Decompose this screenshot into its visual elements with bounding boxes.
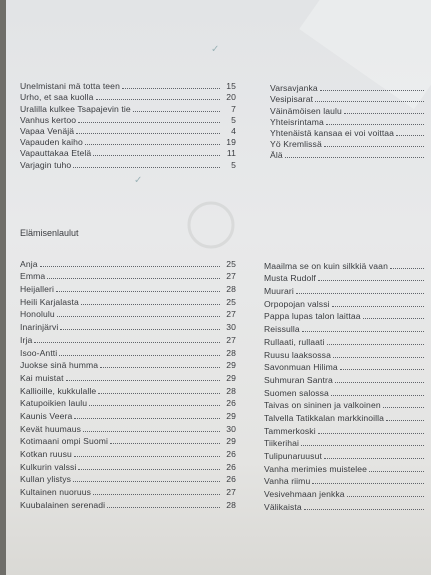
toc-entry-title: Yö Kremlissä <box>270 139 322 150</box>
dot-leader <box>304 508 424 510</box>
toc-entry-page: 27 <box>226 309 236 320</box>
toc-entry-title: Tulipunaruusut <box>264 451 322 461</box>
toc-entry-page: 29 <box>226 410 236 421</box>
toc-entry <box>20 383 236 396</box>
dot-leader <box>296 292 424 294</box>
dot-leader <box>369 470 424 472</box>
toc-entry <box>20 91 236 102</box>
dot-leader <box>318 279 424 281</box>
toc-entry-title: Savonmuan Hilima <box>264 362 338 373</box>
toc-entry-page: 30 <box>226 322 236 333</box>
dot-leader <box>57 315 220 317</box>
toc-entry <box>20 421 236 434</box>
toc-bottom-right <box>264 258 431 512</box>
dot-leader <box>78 468 220 470</box>
toc-entry <box>20 358 236 371</box>
toc-entry-title: Isoo-Antti <box>20 347 58 358</box>
toc-entry <box>264 410 431 423</box>
dot-leader <box>347 495 424 497</box>
toc-entry-title: Ruusu laaksossa <box>264 349 331 360</box>
toc-entry-title: Tammerkoski <box>264 425 316 436</box>
toc-entry <box>264 309 431 322</box>
toc-entry-page: 25 <box>226 296 236 307</box>
toc-entry-title: Vapaa Venäjä <box>20 125 75 136</box>
toc-entry <box>270 138 431 149</box>
dot-leader <box>56 290 220 292</box>
toc-entry <box>264 321 431 334</box>
toc-entry-page: 30 <box>226 423 236 434</box>
dot-leader <box>324 145 424 147</box>
toc-entry <box>20 370 236 383</box>
dot-leader <box>73 480 220 482</box>
dot-leader <box>331 394 424 396</box>
toc-entry-title: Reissulla <box>264 324 300 335</box>
dot-leader <box>47 277 220 279</box>
toc-entry-title: Talvella Tatikkalan markkinoilla <box>264 412 385 423</box>
toc-entry <box>20 459 236 472</box>
toc-entry-title: Honolulu <box>20 309 55 320</box>
dot-leader <box>78 121 220 123</box>
toc-entry <box>20 147 236 158</box>
toc-entry <box>20 136 236 147</box>
toc-entry-title: Muurari <box>264 286 294 297</box>
toc-entry-title: Anja <box>20 258 38 269</box>
toc-entry <box>20 396 236 409</box>
toc-entry <box>20 472 236 485</box>
toc-entry-title: Kai muistat <box>20 372 64 383</box>
dot-leader <box>327 343 424 345</box>
toc-entry-page: 28 <box>226 347 236 358</box>
toc-entry-page: 15 <box>226 81 236 92</box>
toc-entry-title: Inarinjärvi <box>20 322 59 333</box>
toc-entry-page: 4 <box>231 125 236 136</box>
dot-leader <box>324 457 424 459</box>
toc-entry <box>270 93 431 104</box>
dot-leader <box>83 430 220 432</box>
toc-entry-page: 11 <box>226 148 236 159</box>
toc-entry <box>20 256 236 269</box>
toc-entry <box>20 319 236 332</box>
toc-top-left <box>20 80 236 170</box>
toc-entry <box>20 294 236 307</box>
toc-entry-title: Vanha merimies muistelee <box>264 463 368 474</box>
toc-entry-title: Kotkan ruusu <box>20 449 72 459</box>
toc-entry <box>264 398 431 411</box>
toc-entry <box>264 461 431 474</box>
toc-entry-title: Unelmistani mä totta teen <box>20 81 120 92</box>
toc-entry <box>20 497 236 510</box>
toc-entry-title: Yhteisrintama <box>270 116 324 127</box>
toc-entry <box>20 80 236 91</box>
dot-leader <box>332 305 424 307</box>
dot-leader <box>74 455 220 457</box>
toc-entry-page: 20 <box>226 92 236 103</box>
toc-entry <box>264 436 431 449</box>
dot-leader <box>312 482 424 484</box>
dot-leader <box>96 98 220 100</box>
dot-leader <box>390 267 424 269</box>
toc-entry-title: Suomen salossa <box>264 387 329 398</box>
toc-entry <box>20 102 236 113</box>
dot-leader <box>40 265 220 267</box>
toc-entry-title: Vanhus kertoo <box>20 114 77 125</box>
dot-leader <box>66 379 220 381</box>
toc-entry-title: Uralilla kulkee Tsapajevin tie <box>20 103 131 114</box>
toc-entry-title: Kevät huumaus <box>20 423 82 434</box>
toc-entry <box>264 486 431 499</box>
dot-leader <box>302 330 424 332</box>
toc-entry-title: Orpopojan valssi <box>264 298 330 309</box>
dot-leader <box>93 493 220 495</box>
toc-entry <box>20 125 236 136</box>
toc-entry <box>270 127 431 138</box>
toc-entry-title: Pappa lupas talon laittaa <box>264 311 361 322</box>
dot-leader <box>76 132 220 134</box>
toc-entry-title: Taivas on sininen ja valkoinen <box>264 400 381 411</box>
toc-entry-page: 28 <box>226 284 236 295</box>
toc-entry <box>20 332 236 345</box>
dot-leader <box>326 123 424 125</box>
toc-entry-title: Katupoikien laulu <box>20 398 88 409</box>
toc-entry <box>264 271 431 284</box>
toc-entry-title: Emma <box>20 271 46 282</box>
stray-pen-mark: ✓ <box>134 175 143 186</box>
toc-top-right <box>270 82 431 160</box>
toc-entry-title: Älä <box>270 150 283 161</box>
toc-entry-page: 26 <box>226 398 236 409</box>
toc-entry-title: Kuubalainen serenadi <box>20 499 106 510</box>
section-heading: Elämisenlaulut <box>20 228 79 238</box>
toc-entry-title: Juokse sinä humma <box>20 360 99 371</box>
dot-leader <box>301 444 424 446</box>
toc-bottom-left <box>20 256 236 510</box>
toc-entry <box>264 360 431 373</box>
toc-entry-page: 19 <box>226 137 236 148</box>
dot-leader <box>107 506 220 508</box>
toc-entry-page: 29 <box>226 436 236 447</box>
toc-entry <box>270 116 431 127</box>
toc-entry-title: Irja <box>20 334 33 345</box>
toc-entry-page: 27 <box>226 271 236 282</box>
stray-pen-mark: ✓ <box>211 44 220 55</box>
toc-entry-title: Väinämöisen laulu <box>270 105 342 116</box>
dot-leader <box>335 381 424 383</box>
toc-entry <box>264 474 431 487</box>
toc-entry-title: Kullan ylistys <box>20 474 72 485</box>
dot-leader <box>73 166 220 168</box>
toc-entry <box>264 296 431 309</box>
toc-entry <box>20 408 236 421</box>
dot-leader <box>315 100 424 102</box>
toc-entry-title: Vapauden kaiho <box>20 137 83 148</box>
toc-entry <box>264 499 431 512</box>
dot-leader <box>100 366 220 368</box>
toc-entry-title: Kotimaani ompi Suomi <box>20 436 108 447</box>
toc-entry-title: Välikaista <box>264 501 302 512</box>
toc-entry-page: 29 <box>226 372 236 383</box>
toc-entry-title: Musta Rudolf <box>264 273 316 284</box>
toc-entry-title: Yhtenäistä kansaa ei voi voittaa <box>270 127 395 138</box>
toc-entry <box>20 434 236 447</box>
toc-entry <box>270 149 431 160</box>
dot-leader <box>133 110 220 112</box>
dot-leader <box>74 417 220 419</box>
dot-leader <box>59 354 220 356</box>
toc-entry-page: 28 <box>226 385 236 396</box>
toc-entry-page: 5 <box>231 159 236 170</box>
toc-entry-title: Heijalleri <box>20 284 54 295</box>
toc-entry-title: Kultainen nuoruus <box>20 487 91 498</box>
toc-entry <box>264 448 431 461</box>
toc-entry <box>20 345 236 358</box>
toc-entry-title: Heili Karjalasta <box>20 296 79 307</box>
toc-entry-page: 5 <box>231 114 236 125</box>
toc-entry-title: Maailma se on kuin silkkiä vaan <box>264 260 388 271</box>
toc-entry <box>264 372 431 385</box>
toc-entry <box>20 307 236 320</box>
dot-leader <box>98 392 220 394</box>
dot-leader <box>122 87 220 89</box>
toc-entry <box>264 423 431 436</box>
toc-entry-page: 26 <box>226 461 236 472</box>
toc-entry <box>264 283 431 296</box>
dot-leader <box>89 404 220 406</box>
toc-entry-title: Kulkurin valssi <box>20 461 77 472</box>
toc-entry-page: 26 <box>226 449 236 459</box>
toc-entry-title: Vanha riimu <box>264 476 311 487</box>
dot-leader <box>386 419 424 421</box>
toc-entry-page: 27 <box>226 334 236 345</box>
dot-leader <box>333 356 424 358</box>
toc-entry-title: Kallioille, kukkulalle <box>20 385 97 396</box>
dot-leader <box>285 156 424 158</box>
book-page <box>6 0 431 575</box>
toc-entry-title: Kaunis Veera <box>20 410 73 421</box>
toc-entry-page: 27 <box>226 487 236 498</box>
toc-entry <box>20 114 236 125</box>
dot-leader <box>85 143 220 145</box>
toc-entry-title: Rullaati, rullaati <box>264 336 325 347</box>
toc-entry <box>264 258 431 271</box>
dot-leader <box>344 112 424 114</box>
dot-leader <box>318 432 424 434</box>
toc-entry <box>264 385 431 398</box>
dot-leader <box>363 317 424 319</box>
toc-entry-title: Vapauttakaa Etelä <box>20 148 92 159</box>
toc-entry-page: 29 <box>226 360 236 371</box>
dot-leader <box>81 303 220 305</box>
toc-entry-title: Varjagin tuho <box>20 159 72 170</box>
toc-entry <box>270 104 431 115</box>
toc-entry-title: Suhmuran Santra <box>264 374 333 385</box>
toc-entry <box>20 281 236 294</box>
toc-entry-page: 26 <box>226 474 236 485</box>
toc-entry <box>20 158 236 169</box>
dot-leader <box>320 89 424 91</box>
dot-leader <box>340 368 424 370</box>
toc-entry-title: Varsavjanka <box>270 83 318 94</box>
dot-leader <box>34 341 220 343</box>
toc-entry-title: Urho, et saa kuolla <box>20 92 94 103</box>
toc-entry <box>20 484 236 497</box>
toc-entry-title: Vesivehmaan jenkka <box>264 489 345 500</box>
toc-entry-page: 25 <box>226 258 236 269</box>
toc-entry-page: 7 <box>231 103 236 114</box>
toc-entry <box>20 446 236 459</box>
toc-entry <box>264 347 431 360</box>
dot-leader <box>383 406 424 408</box>
toc-entry <box>270 82 431 93</box>
toc-entry-page: 28 <box>226 499 236 510</box>
dot-leader <box>396 134 424 136</box>
dot-leader <box>93 154 220 156</box>
dot-leader <box>110 442 220 444</box>
show-through-ornament <box>181 195 241 255</box>
toc-entry-title: Vesipisarat <box>270 94 314 105</box>
toc-entry <box>20 269 236 282</box>
dot-leader <box>60 328 220 330</box>
toc-entry-title: Tiikerihai <box>264 438 300 449</box>
toc-entry <box>264 334 431 347</box>
